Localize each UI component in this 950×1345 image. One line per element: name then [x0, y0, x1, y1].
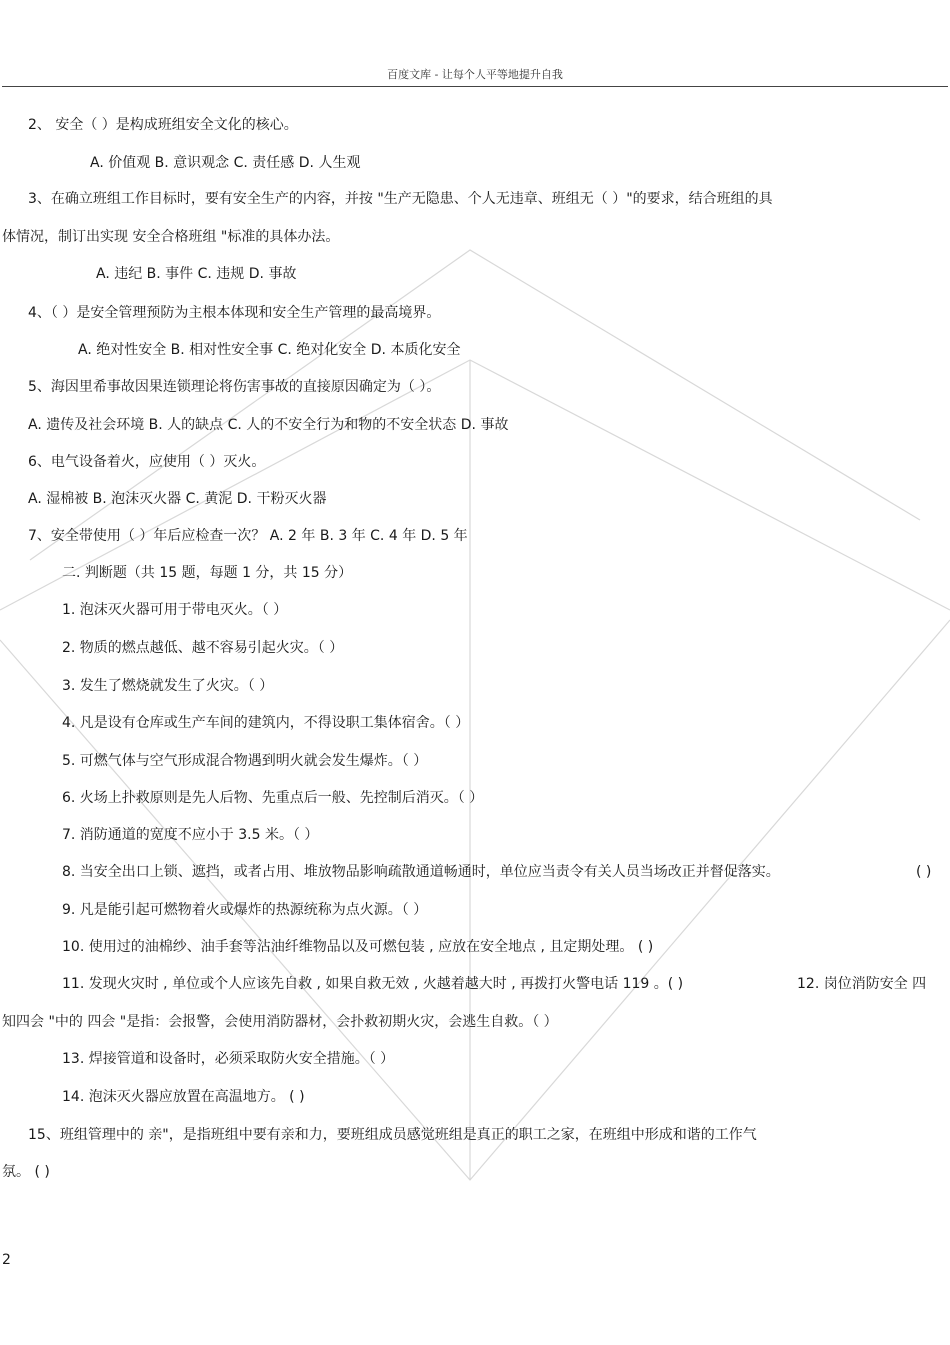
- judgement-15: 15、班组管理中的 亲"，是指班组中要有亲和力，要班组成员感觉班组是真正的职工之家，在班组中形成和谐的工作气: [28, 1127, 757, 1143]
- question-5: 5、海因里希事故因果连锁理论将伤害事故的直接原因确定为（ ）。: [28, 379, 441, 395]
- judgement-4: 4. 凡是设有仓库或生产车间的建筑内，不得设职工集体宿舍。（ ）: [62, 715, 470, 731]
- page-header: 百度文库 - 让每个人平等地提升自我: [387, 68, 563, 81]
- judgement-8: 8. 当安全出口上锁、遮挡，或者占用、堆放物品影响疏散通道畅通时，单位应当责令有关人员当场改正并督促落实。: [62, 864, 780, 880]
- judgement-9: 9. 凡是能引起可燃物着火或爆炸的热源统称为点火源。（ ）: [62, 902, 428, 918]
- question-3: 3、在确立班组工作目标时，要有安全生产的内容，并按 "生产无隐患、个人无违章、班组无（ ）"的要求，结合班组的具: [28, 191, 773, 207]
- question-5-options: A. 遗传及社会环境 B. 人的缺点 C. 人的不安全行为和物的不安全状态 D. 事故: [28, 417, 509, 433]
- judgement-11: 11. 发现火灾时 , 单位或个人应该先自救 , 如果自救无效 , 火越着越大时 , 再拨打火警电话 119 。( ): [62, 976, 684, 992]
- judgement-3: 3. 发生了燃烧就发生了火灾。（ ）: [62, 678, 274, 694]
- question-6: 6、电气设备着火，应使用（ ）灭火。: [28, 454, 266, 470]
- section-judgement-title: 二. 判断题（共 15 题，每题 1 分，共 15 分）: [62, 565, 353, 581]
- judgement-6: 6. 火场上扑救原则是先人后物、先重点后一般、先控制后消灭。（ ）: [62, 790, 484, 806]
- question-3-options: A. 违纪 B. 事件 C. 违规 D. 事故: [96, 266, 297, 282]
- judgement-15-continued: 氛。 ( ): [2, 1164, 50, 1180]
- header-divider: [2, 86, 948, 87]
- judgement-13: 13. 焊接管道和设备时，必须采取防火安全措施。（ ）: [62, 1051, 395, 1067]
- question-4-options: A. 绝对性安全 B. 相对性安全事 C. 绝对化安全 D. 本质化安全: [78, 342, 461, 358]
- judgement-2: 2. 物质的燃点越低、越不容易引起火灾。（ ）: [62, 640, 344, 656]
- judgement-8-blank: ( ): [916, 864, 932, 880]
- question-2: 2、 安全（ ）是构成班组安全文化的核心。: [28, 117, 298, 133]
- question-3-continued: 体情况，制订出实现 安全合格班组 "标准的具体办法。: [2, 229, 340, 245]
- judgement-12: 12. 岗位消防安全 四: [797, 976, 927, 992]
- question-4: 4、（ ）是安全管理预防为主根本体现和安全生产管理的最高境界。: [28, 305, 441, 321]
- judgement-7: 7. 消防通道的宽度不应小于 3.5 米。（ ）: [62, 827, 319, 843]
- judgement-14: 14. 泡沫灭火器应放置在高温地方。 ( ): [62, 1089, 305, 1105]
- page-number: 2: [2, 1252, 11, 1268]
- judgement-12-continued: 知四会 "中的 四会 "是指：会报警，会使用消防器材，会扑救初期火灾，会逃生自救。（ ）: [2, 1014, 558, 1030]
- judgement-1: 1. 泡沫灭火器可用于带电灭火。（ ）: [62, 602, 288, 618]
- question-6-options: A. 湿棉被 B. 泡沫灭火器 C. 黄泥 D. 干粉灭火器: [28, 491, 327, 507]
- question-7: 7、安全带使用（ ）年后应检查一次？ A. 2 年 B. 3 年 C. 4 年 D. 5 年: [28, 528, 468, 544]
- judgement-10: 10. 使用过的油棉纱、油手套等沾油纤维物品以及可燃包装 , 应放在安全地点 , 且定期处理。 ( ): [62, 939, 654, 955]
- judgement-5: 5. 可燃气体与空气形成混合物遇到明火就会发生爆炸。（ ）: [62, 753, 428, 769]
- question-2-options: A. 价值观 B. 意识观念 C. 责任感 D. 人生观: [90, 155, 361, 171]
